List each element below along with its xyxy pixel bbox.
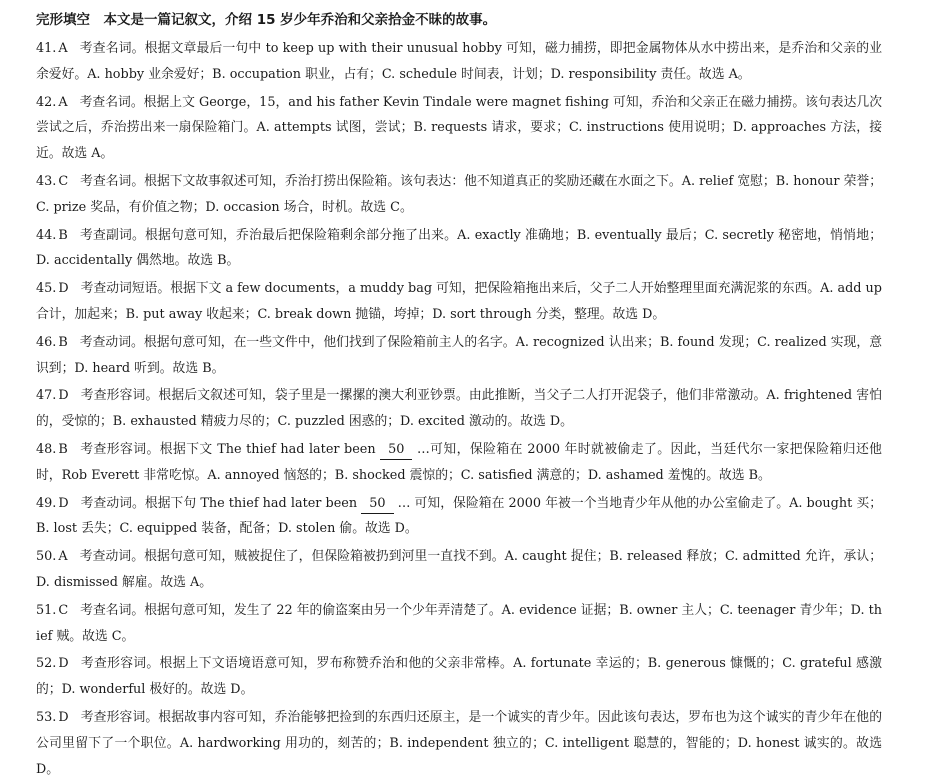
item-explanation: … 可知，保险箱在 2000 年被一个当地青少年从他的办公室偷走了。A. bought 买；B. lost 丢失；C. equipped 装备，配备；D. stolen 偷。故选 D。 — [36, 495, 883, 537]
fill-blank: 50 — [380, 441, 412, 460]
item-answer: D — [58, 388, 69, 404]
cropped-top-line — [0, 0, 933, 4]
item-explanation-lead: 考查形容词。根据下文 The thief had later been — [79, 441, 381, 457]
answer-item-51 — [36, 598, 882, 650]
item-explanation: 考查动词短语。根据下文 a few documents，a muddy bag 可知，把保险箱拖出来后，父子二人开始整理里面充满泥浆的东西。A. add up 合计，加起来；B. put away 收起来；C. break down 抛锚，垮掉；D. sort through 分类，整理。故选 D。 — [36, 281, 882, 322]
item-answer: A — [58, 549, 68, 565]
item-answer: D — [58, 281, 69, 297]
item-explanation: 考查副词。根据句意可知，乔治最后把保险箱剩余部分拖了出来。A. exactly 准确地；B. eventually 最后；C. secretly 秘密地，悄悄地；D. accidentally 偶然地。故选 B。 — [36, 227, 882, 269]
item-answer: A — [58, 41, 68, 56]
answer-item-47 — [36, 383, 882, 435]
item-explanation: …可知，保险箱在 2000 年时就被偷走了。因此，当廷代尔一家把保险箱归还他时，Rob Everett 非常吃惊。A. annoyed 恼怒的；B. shocked 震惊的；C. satisfied 满意的；D. ashamed 羞愧的。故选 B。 — [36, 441, 882, 483]
answer-item-43 — [36, 169, 882, 221]
item-number: 49. — [36, 495, 57, 511]
item-answer: B — [58, 227, 68, 243]
item-explanation-lead: 考查动词。根据下句 The thief had later been — [80, 495, 362, 511]
item-answer: A — [58, 94, 68, 110]
item-explanation: 考查名词。根据句意可知，发生了 22 年的偷盗案由另一个少年弄清楚了。A. evidence 证据；B. owner 主人；C. teenager 青少年；D. thief 贼。故选 C。 — [36, 602, 882, 644]
answer-item-42 — [36, 90, 882, 167]
item-number: 46. — [36, 334, 57, 350]
item-answer: C — [58, 602, 69, 618]
item-explanation: 考查动词。根据句意可知，贼被捉住了，但保险箱被扔到河里一直找不到。A. caught 捉住；B. released 释放；C. admitted 允许，承认；D. dismissed 解雇。故选 A。 — [36, 549, 882, 590]
item-explanation: 考查形容词。根据上下文语境语意可知，罗布称赞乔治和他的父亲非常棒。A. fortunate 幸运的；B. generous 慷慨的；C. grateful 感激的；D. wonderful 极好的。故选 D。 — [36, 656, 882, 698]
answer-item-44 — [36, 223, 882, 275]
item-number: 52. — [36, 656, 57, 672]
item-answer: D — [58, 709, 69, 725]
item-answer: C — [58, 173, 69, 189]
item-answer: D — [58, 656, 69, 672]
answer-item-46 — [36, 330, 882, 382]
item-explanation: 考查名词。根据下文故事叙述可知，乔治打捞出保险箱。该句表达：他不知道真正的奖励还藏在水面之下。A. relief 宽慰；B. honour 荣誉；C. prize 奖品，有价值之物；D. occasion 场合，时机。故选 C。 — [36, 173, 882, 215]
answer-item-45 — [36, 276, 882, 328]
item-number: 50. — [36, 549, 57, 565]
item-number: 45. — [36, 281, 57, 297]
item-explanation: 考查名词。根据文章最后一句中 to keep up with their unusual hobby 可知，磁力捕捞，即把金属物体从水中捞出来，是乔治和父亲的业余爱好。A. hobby 业余爱好；B. occupation 职业，占有；C. schedule 时间表，计划；D. responsibility 责任。故选 A。 — [36, 41, 882, 82]
item-explanation: 考查形容词。根据后文叙述可知，袋子里是一摞摞的澳大利亚钞票。由此推断，当父子二人打开泥袋子，他们非常激动。A. frightened 害怕的，受惊的；B. exhausted 精疲力尽的；C. puzzled 困惑的；D. excited 激动的。故选 D。 — [36, 388, 882, 430]
item-number: 41. — [36, 41, 57, 56]
item-number: 48. — [36, 441, 57, 457]
answer-item-52 — [36, 651, 882, 703]
answer-item-49 — [36, 491, 882, 543]
item-answer: B — [58, 334, 68, 350]
item-explanation: 考查名词。根据上文 George，15，and his father Kevin Tindale were magnet fishing 可知，乔治和父亲正在磁力捕捞。该句表达几次尝试之后，乔治捞出来一扇保险箱门。A. attempts 试图，尝试；B. requests 请求，要求；C. instructions 使用说明；D. approaches 方法，接近。故选 A。 — [36, 94, 882, 162]
answer-item-48 — [36, 437, 882, 489]
item-answer: B — [58, 441, 68, 457]
item-number: 53. — [36, 709, 57, 725]
item-number: 47. — [36, 388, 57, 404]
item-number: 44. — [36, 227, 57, 243]
item-number: 51. — [36, 602, 57, 618]
item-answer: D — [58, 495, 69, 511]
fill-blank: 50 — [361, 495, 393, 514]
item-number: 43. — [36, 173, 57, 189]
item-explanation: 考查动词。根据句意可知，在一些文件中，他们找到了保险箱前主人的名字。A. recognized 认出来；B. found 发现；C. realized 实现，意识到；D. heard 听到。故选 B。 — [36, 334, 882, 376]
answer-item-50 — [36, 544, 882, 596]
answer-list — [36, 36, 882, 784]
answer-item-53 — [36, 705, 882, 782]
section-heading: 完形填空 本文是一篇记叙文，介绍 15 岁少年乔治和父亲拾金不昧的故事。 — [36, 12, 497, 28]
item-number: 42. — [36, 94, 57, 110]
cropped-bottom-line — [36, 752, 916, 766]
item-explanation: 考查形容词。根据故事内容可知，乔治能够把捡到的东西归还原主，是一个诚实的青少年。因此该句表达，罗布也为这个诚实的青少年在他的公司里留下了一个职位。A. hardworking 用功的，刻苦的；B. independent 独立的；C. intelligent 聪慧的，智能的；D. honest 诚实的。故选 D。 — [36, 709, 882, 777]
answer-item-41 — [36, 36, 882, 88]
